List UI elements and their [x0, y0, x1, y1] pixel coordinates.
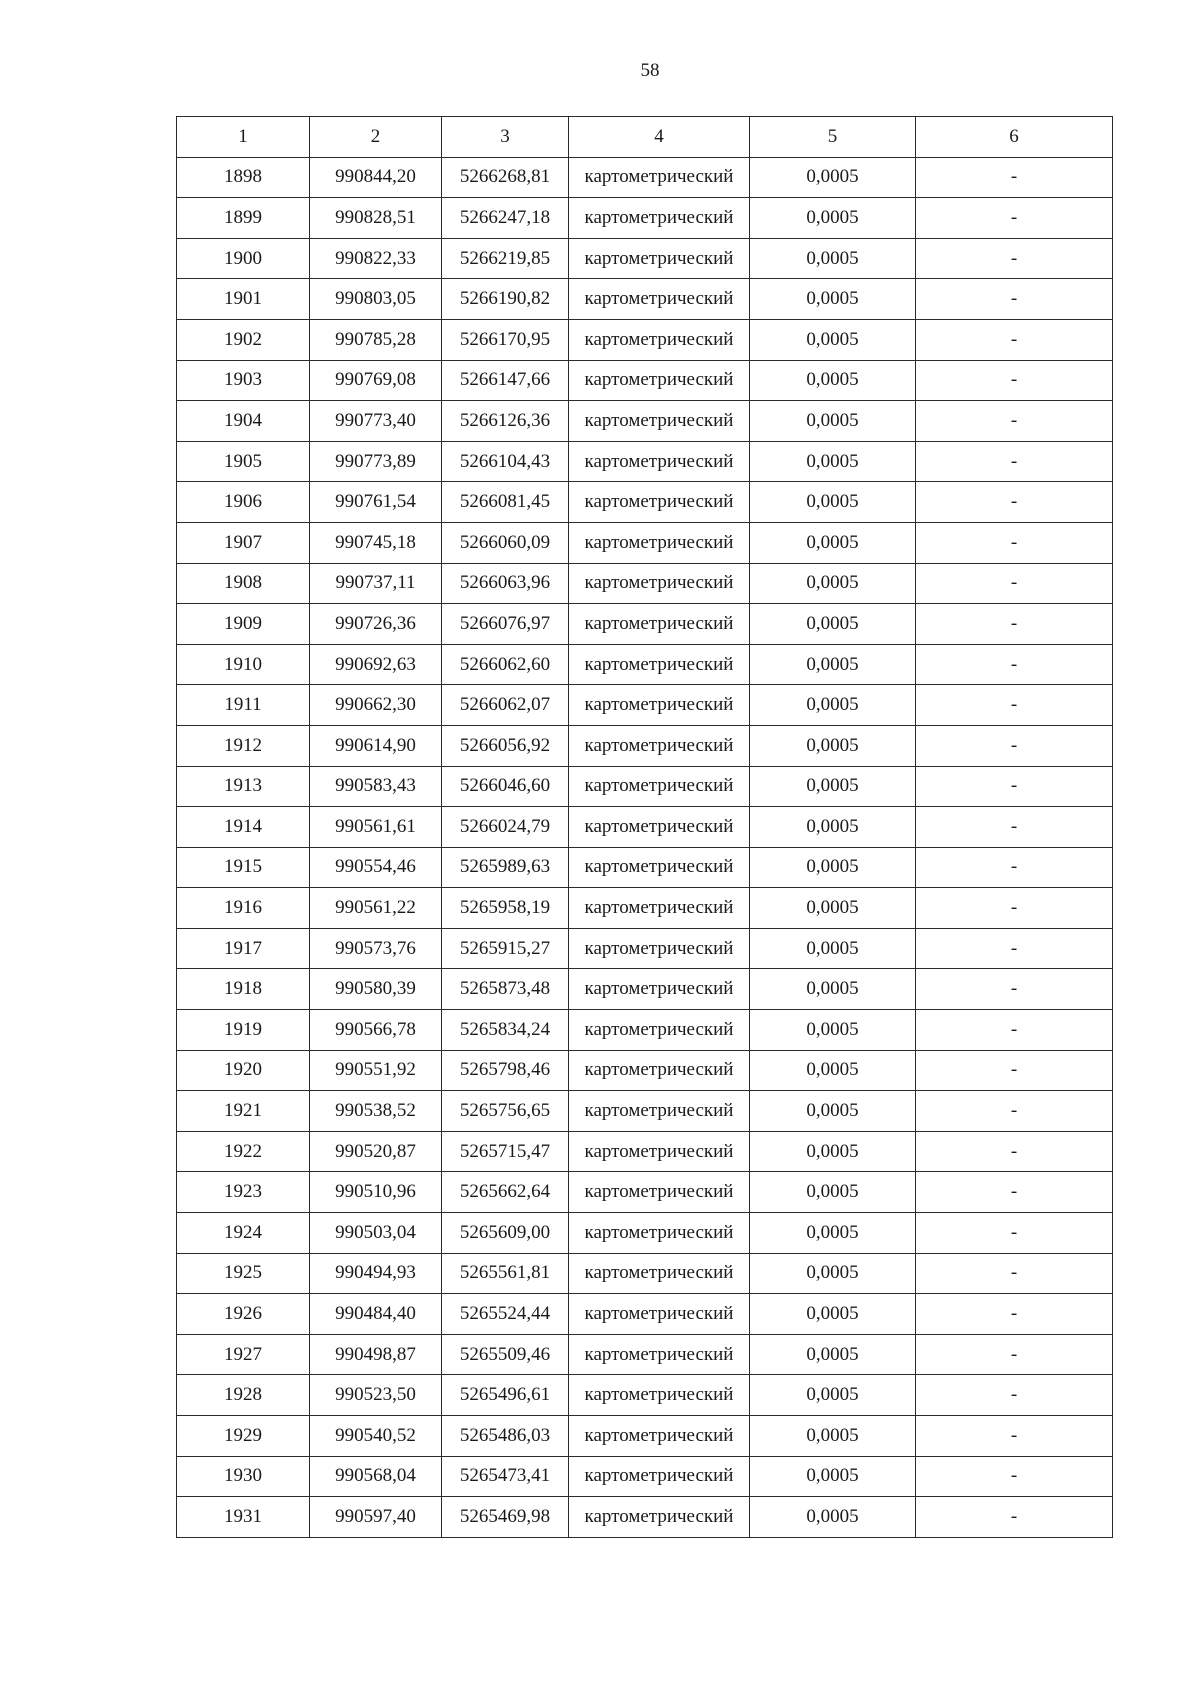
table-row: [177, 1375, 1113, 1416]
accuracy-cell: 0,0005: [750, 482, 916, 523]
method-cell: картометрический: [569, 1213, 750, 1254]
table-row: [177, 725, 1113, 766]
method-cell: картометрический: [569, 604, 750, 645]
method-cell: картометрический: [569, 969, 750, 1010]
accuracy-cell: 0,0005: [750, 1294, 916, 1335]
accuracy-cell: 0,0005: [750, 928, 916, 969]
description-cell: -: [916, 969, 1113, 1010]
accuracy-cell: 0,0005: [750, 198, 916, 239]
method-cell: картометрический: [569, 928, 750, 969]
point-number-cell: 1922: [177, 1131, 310, 1172]
x-coordinate-cell: 990726,36: [310, 604, 442, 645]
accuracy-cell: 0,0005: [750, 1253, 916, 1294]
table-row: [177, 563, 1113, 604]
description-cell: -: [916, 482, 1113, 523]
method-cell: картометрический: [569, 1456, 750, 1497]
method-cell: картометрический: [569, 725, 750, 766]
description-cell: -: [916, 847, 1113, 888]
x-coordinate-cell: 990573,76: [310, 928, 442, 969]
accuracy-cell: 0,0005: [750, 522, 916, 563]
y-coordinate-cell: 5265473,41: [442, 1456, 569, 1497]
table-row: [177, 1456, 1113, 1497]
method-cell: картометрический: [569, 685, 750, 726]
x-coordinate-cell: 990551,92: [310, 1050, 442, 1091]
description-cell: -: [916, 1131, 1113, 1172]
y-coordinate-cell: 5266063,96: [442, 563, 569, 604]
y-coordinate-cell: 5265873,48: [442, 969, 569, 1010]
y-coordinate-cell: 5266104,43: [442, 441, 569, 482]
y-coordinate-cell: 5266219,85: [442, 238, 569, 279]
coordinates-table: [176, 116, 1113, 1538]
x-coordinate-cell: 990773,40: [310, 401, 442, 442]
accuracy-cell: 0,0005: [750, 360, 916, 401]
accuracy-cell: 0,0005: [750, 279, 916, 320]
method-cell: картометрический: [569, 401, 750, 442]
description-cell: -: [916, 888, 1113, 929]
y-coordinate-cell: 5266056,92: [442, 725, 569, 766]
method-cell: картометрический: [569, 198, 750, 239]
description-cell: -: [916, 766, 1113, 807]
accuracy-cell: 0,0005: [750, 1456, 916, 1497]
x-coordinate-cell: 990484,40: [310, 1294, 442, 1335]
method-cell: картометрический: [569, 1050, 750, 1091]
point-number-cell: 1913: [177, 766, 310, 807]
table-row: [177, 1497, 1113, 1538]
x-coordinate-cell: 990561,61: [310, 807, 442, 848]
accuracy-cell: 0,0005: [750, 1131, 916, 1172]
point-number-cell: 1920: [177, 1050, 310, 1091]
x-coordinate-cell: 990745,18: [310, 522, 442, 563]
method-cell: картометрический: [569, 441, 750, 482]
method-cell: картометрический: [569, 1375, 750, 1416]
description-cell: -: [916, 644, 1113, 685]
table-row: [177, 401, 1113, 442]
x-coordinate-cell: 990503,04: [310, 1213, 442, 1254]
accuracy-cell: 0,0005: [750, 766, 916, 807]
x-coordinate-cell: 990785,28: [310, 319, 442, 360]
method-cell: картометрический: [569, 1334, 750, 1375]
point-number-cell: 1898: [177, 157, 310, 198]
x-coordinate-cell: 990540,52: [310, 1416, 442, 1457]
y-coordinate-cell: 5266126,36: [442, 401, 569, 442]
y-coordinate-cell: 5266046,60: [442, 766, 569, 807]
table-row: [177, 1010, 1113, 1051]
description-cell: -: [916, 1010, 1113, 1051]
method-cell: картометрический: [569, 319, 750, 360]
accuracy-cell: 0,0005: [750, 604, 916, 645]
point-number-cell: 1927: [177, 1334, 310, 1375]
column-header-4: 4: [569, 117, 750, 158]
table-row: [177, 1253, 1113, 1294]
x-coordinate-cell: 990773,89: [310, 441, 442, 482]
y-coordinate-cell: 5265756,65: [442, 1091, 569, 1132]
method-cell: картометрический: [569, 1172, 750, 1213]
table-row: [177, 319, 1113, 360]
y-coordinate-cell: 5266062,07: [442, 685, 569, 726]
y-coordinate-cell: 5265609,00: [442, 1213, 569, 1254]
point-number-cell: 1912: [177, 725, 310, 766]
method-cell: картометрический: [569, 1010, 750, 1051]
description-cell: -: [916, 279, 1113, 320]
x-coordinate-cell: 990554,46: [310, 847, 442, 888]
method-cell: картометрический: [569, 360, 750, 401]
description-cell: -: [916, 807, 1113, 848]
description-cell: -: [916, 604, 1113, 645]
description-cell: -: [916, 1050, 1113, 1091]
point-number-cell: 1901: [177, 279, 310, 320]
x-coordinate-cell: 990822,33: [310, 238, 442, 279]
x-coordinate-cell: 990523,50: [310, 1375, 442, 1416]
table-body: [177, 157, 1113, 1537]
x-coordinate-cell: 990828,51: [310, 198, 442, 239]
page-number: 58: [640, 60, 660, 81]
table-row: [177, 1334, 1113, 1375]
description-cell: -: [916, 563, 1113, 604]
method-cell: картометрический: [569, 522, 750, 563]
x-coordinate-cell: 990510,96: [310, 1172, 442, 1213]
description-cell: -: [916, 1497, 1113, 1538]
method-cell: картометрический: [569, 766, 750, 807]
x-coordinate-cell: 990538,52: [310, 1091, 442, 1132]
y-coordinate-cell: 5266081,45: [442, 482, 569, 523]
point-number-cell: 1916: [177, 888, 310, 929]
y-coordinate-cell: 5265509,46: [442, 1334, 569, 1375]
accuracy-cell: 0,0005: [750, 563, 916, 604]
table-row: [177, 482, 1113, 523]
y-coordinate-cell: 5265496,61: [442, 1375, 569, 1416]
accuracy-cell: 0,0005: [750, 238, 916, 279]
method-cell: картометрический: [569, 888, 750, 929]
y-coordinate-cell: 5265715,47: [442, 1131, 569, 1172]
point-number-cell: 1900: [177, 238, 310, 279]
table-row: [177, 1050, 1113, 1091]
y-coordinate-cell: 5266247,18: [442, 198, 569, 239]
description-cell: -: [916, 157, 1113, 198]
y-coordinate-cell: 5265915,27: [442, 928, 569, 969]
accuracy-cell: 0,0005: [750, 847, 916, 888]
point-number-cell: 1924: [177, 1213, 310, 1254]
y-coordinate-cell: 5265469,98: [442, 1497, 569, 1538]
table-row: [177, 928, 1113, 969]
accuracy-cell: 0,0005: [750, 644, 916, 685]
accuracy-cell: 0,0005: [750, 888, 916, 929]
y-coordinate-cell: 5265798,46: [442, 1050, 569, 1091]
description-cell: -: [916, 1294, 1113, 1335]
y-coordinate-cell: 5266190,82: [442, 279, 569, 320]
accuracy-cell: 0,0005: [750, 1172, 916, 1213]
column-header-1: 1: [177, 117, 310, 158]
point-number-cell: 1929: [177, 1416, 310, 1457]
y-coordinate-cell: 5266060,09: [442, 522, 569, 563]
method-cell: картометрический: [569, 1294, 750, 1335]
method-cell: картометрический: [569, 1416, 750, 1457]
point-number-cell: 1905: [177, 441, 310, 482]
description-cell: -: [916, 1334, 1113, 1375]
y-coordinate-cell: 5266062,60: [442, 644, 569, 685]
table-row: [177, 1294, 1113, 1335]
y-coordinate-cell: 5265662,64: [442, 1172, 569, 1213]
method-cell: картометрический: [569, 1091, 750, 1132]
accuracy-cell: 0,0005: [750, 1334, 916, 1375]
table-row: [177, 807, 1113, 848]
description-cell: -: [916, 1456, 1113, 1497]
table-row: [177, 644, 1113, 685]
description-cell: -: [916, 928, 1113, 969]
point-number-cell: 1907: [177, 522, 310, 563]
y-coordinate-cell: 5265524,44: [442, 1294, 569, 1335]
table-row: [177, 847, 1113, 888]
description-cell: -: [916, 1416, 1113, 1457]
accuracy-cell: 0,0005: [750, 1375, 916, 1416]
y-coordinate-cell: 5265561,81: [442, 1253, 569, 1294]
description-cell: -: [916, 441, 1113, 482]
point-number-cell: 1930: [177, 1456, 310, 1497]
description-cell: -: [916, 725, 1113, 766]
x-coordinate-cell: 990498,87: [310, 1334, 442, 1375]
accuracy-cell: 0,0005: [750, 1213, 916, 1254]
accuracy-cell: 0,0005: [750, 1091, 916, 1132]
table-row: [177, 1091, 1113, 1132]
method-cell: картометрический: [569, 807, 750, 848]
accuracy-cell: 0,0005: [750, 319, 916, 360]
y-coordinate-cell: 5265834,24: [442, 1010, 569, 1051]
accuracy-cell: 0,0005: [750, 969, 916, 1010]
point-number-cell: 1903: [177, 360, 310, 401]
description-cell: -: [916, 1172, 1113, 1213]
method-cell: картометрический: [569, 847, 750, 888]
table-row: [177, 441, 1113, 482]
method-cell: картометрический: [569, 238, 750, 279]
accuracy-cell: 0,0005: [750, 1010, 916, 1051]
x-coordinate-cell: 990803,05: [310, 279, 442, 320]
table-row: [177, 685, 1113, 726]
point-number-cell: 1918: [177, 969, 310, 1010]
method-cell: картометрический: [569, 644, 750, 685]
description-cell: -: [916, 1213, 1113, 1254]
point-number-cell: 1899: [177, 198, 310, 239]
description-cell: -: [916, 1375, 1113, 1416]
x-coordinate-cell: 990737,11: [310, 563, 442, 604]
method-cell: картометрический: [569, 157, 750, 198]
y-coordinate-cell: 5265486,03: [442, 1416, 569, 1457]
table-row: [177, 198, 1113, 239]
accuracy-cell: 0,0005: [750, 685, 916, 726]
column-header-5: 5: [750, 117, 916, 158]
x-coordinate-cell: 990662,30: [310, 685, 442, 726]
accuracy-cell: 0,0005: [750, 1416, 916, 1457]
x-coordinate-cell: 990580,39: [310, 969, 442, 1010]
description-cell: -: [916, 685, 1113, 726]
accuracy-cell: 0,0005: [750, 441, 916, 482]
description-cell: -: [916, 198, 1113, 239]
column-header-3: 3: [442, 117, 569, 158]
point-number-cell: 1928: [177, 1375, 310, 1416]
table-row: [177, 1213, 1113, 1254]
table-row: [177, 1416, 1113, 1457]
description-cell: -: [916, 319, 1113, 360]
method-cell: картометрический: [569, 1253, 750, 1294]
x-coordinate-cell: 990761,54: [310, 482, 442, 523]
description-cell: -: [916, 522, 1113, 563]
point-number-cell: 1917: [177, 928, 310, 969]
accuracy-cell: 0,0005: [750, 1050, 916, 1091]
x-coordinate-cell: 990614,90: [310, 725, 442, 766]
accuracy-cell: 0,0005: [750, 401, 916, 442]
x-coordinate-cell: 990844,20: [310, 157, 442, 198]
x-coordinate-cell: 990561,22: [310, 888, 442, 929]
point-number-cell: 1915: [177, 847, 310, 888]
accuracy-cell: 0,0005: [750, 725, 916, 766]
point-number-cell: 1921: [177, 1091, 310, 1132]
table-row: [177, 157, 1113, 198]
description-cell: -: [916, 360, 1113, 401]
table-row: [177, 238, 1113, 279]
point-number-cell: 1902: [177, 319, 310, 360]
table-row: [177, 1172, 1113, 1213]
x-coordinate-cell: 990566,78: [310, 1010, 442, 1051]
table-row: [177, 969, 1113, 1010]
y-coordinate-cell: 5266076,97: [442, 604, 569, 645]
table-row: [177, 604, 1113, 645]
y-coordinate-cell: 5266024,79: [442, 807, 569, 848]
method-cell: картометрический: [569, 482, 750, 523]
accuracy-cell: 0,0005: [750, 807, 916, 848]
y-coordinate-cell: 5265989,63: [442, 847, 569, 888]
method-cell: картометрический: [569, 279, 750, 320]
description-cell: -: [916, 401, 1113, 442]
point-number-cell: 1931: [177, 1497, 310, 1538]
x-coordinate-cell: 990692,63: [310, 644, 442, 685]
y-coordinate-cell: 5266268,81: [442, 157, 569, 198]
table-header-row: [177, 117, 1113, 158]
point-number-cell: 1923: [177, 1172, 310, 1213]
x-coordinate-cell: 990520,87: [310, 1131, 442, 1172]
point-number-cell: 1906: [177, 482, 310, 523]
point-number-cell: 1911: [177, 685, 310, 726]
accuracy-cell: 0,0005: [750, 1497, 916, 1538]
table-row: [177, 360, 1113, 401]
column-header-6: 6: [916, 117, 1113, 158]
column-header-2: 2: [310, 117, 442, 158]
table-row: [177, 1131, 1113, 1172]
x-coordinate-cell: 990494,93: [310, 1253, 442, 1294]
table-row: [177, 888, 1113, 929]
point-number-cell: 1919: [177, 1010, 310, 1051]
point-number-cell: 1904: [177, 401, 310, 442]
description-cell: -: [916, 1253, 1113, 1294]
description-cell: -: [916, 1091, 1113, 1132]
point-number-cell: 1908: [177, 563, 310, 604]
point-number-cell: 1914: [177, 807, 310, 848]
x-coordinate-cell: 990597,40: [310, 1497, 442, 1538]
table-row: [177, 766, 1113, 807]
method-cell: картометрический: [569, 563, 750, 604]
method-cell: картометрический: [569, 1497, 750, 1538]
table-row: [177, 522, 1113, 563]
x-coordinate-cell: 990583,43: [310, 766, 442, 807]
point-number-cell: 1926: [177, 1294, 310, 1335]
point-number-cell: 1910: [177, 644, 310, 685]
method-cell: картометрический: [569, 1131, 750, 1172]
x-coordinate-cell: 990769,08: [310, 360, 442, 401]
table-row: [177, 279, 1113, 320]
x-coordinate-cell: 990568,04: [310, 1456, 442, 1497]
y-coordinate-cell: 5266170,95: [442, 319, 569, 360]
y-coordinate-cell: 5265958,19: [442, 888, 569, 929]
point-number-cell: 1909: [177, 604, 310, 645]
y-coordinate-cell: 5266147,66: [442, 360, 569, 401]
point-number-cell: 1925: [177, 1253, 310, 1294]
accuracy-cell: 0,0005: [750, 157, 916, 198]
description-cell: -: [916, 238, 1113, 279]
